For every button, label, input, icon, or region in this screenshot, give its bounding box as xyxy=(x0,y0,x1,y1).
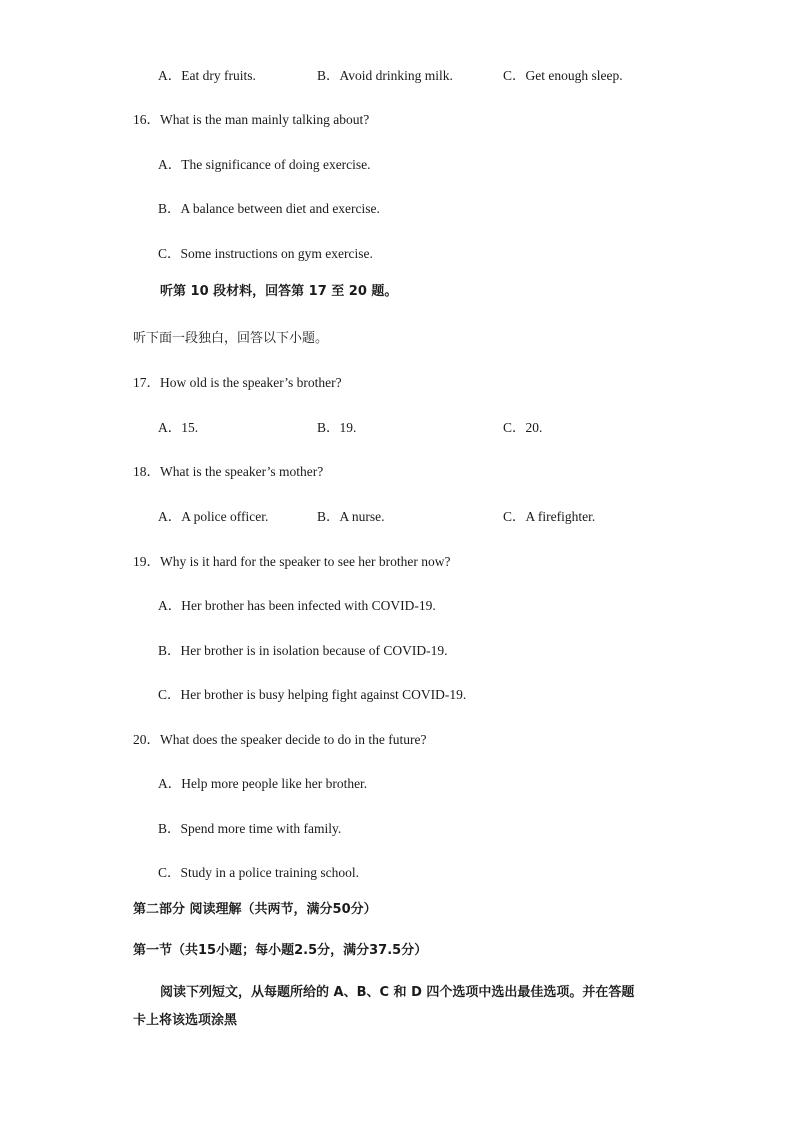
q16-option-a: A．The significance of doing exercise. xyxy=(158,157,371,172)
q19-option-a: A．Her brother has been infected with COVID-19. xyxy=(158,598,436,613)
instruction-line1: 阅读下列短文，从每题所给的 A、B、C 和 D 四个选项中选出最佳选项。并在答题 xyxy=(160,985,635,1000)
q18-option-c: C．A firefighter. xyxy=(503,509,596,524)
q17-stem: 17．How old is the speaker’s brother? xyxy=(133,375,342,390)
q17-option-a: A．15. xyxy=(158,420,199,435)
section1-heading: 第一节（共15小题；每小题2.5分，满分37.5分） xyxy=(133,943,428,958)
q15-option-b: B．Avoid drinking milk. xyxy=(317,68,453,83)
q15-option-c: C．Get enough sleep. xyxy=(503,68,623,83)
q20-option-c: C．Study in a police training school. xyxy=(158,865,359,880)
q16-option-c: C．Some instructions on gym exercise. xyxy=(158,246,373,261)
q18-option-a: A．A police officer. xyxy=(158,509,269,524)
instruction-line2: 卡上将该选项涂黑 xyxy=(133,1013,238,1028)
q18-option-b: B．A nurse. xyxy=(317,509,385,524)
q20-option-a: A．Help more people like her brother. xyxy=(158,776,368,791)
q18-stem: 18．What is the speaker’s mother? xyxy=(133,464,324,479)
q16-option-b: B．A balance between diet and exercise. xyxy=(158,201,380,216)
q20-stem: 20．What does the speaker decide to do in the future? xyxy=(133,732,427,747)
q19-stem: 19．Why is it hard for the speaker to see her brother now? xyxy=(133,554,451,569)
section10-heading: 听第 10 段材料，回答第 17 至 20 题。 xyxy=(160,284,398,299)
monologue-intro: 听下面一段独白，回答以下小题。 xyxy=(133,331,329,346)
q15-option-a: A．Eat dry fruits. xyxy=(158,68,256,83)
q17-option-c: C．20. xyxy=(503,420,543,435)
q17-option-b: B．19. xyxy=(317,420,357,435)
part2-heading: 第二部分 阅读理解（共两节，满分50分） xyxy=(133,902,377,917)
q20-option-b: B．Spend more time with family. xyxy=(158,821,342,836)
q19-option-c: C．Her brother is busy helping fight against COVID-19. xyxy=(158,687,467,702)
q16-stem: 16．What is the man mainly talking about? xyxy=(133,112,370,127)
q19-option-b: B．Her brother is in isolation because of COVID-19. xyxy=(158,643,448,658)
